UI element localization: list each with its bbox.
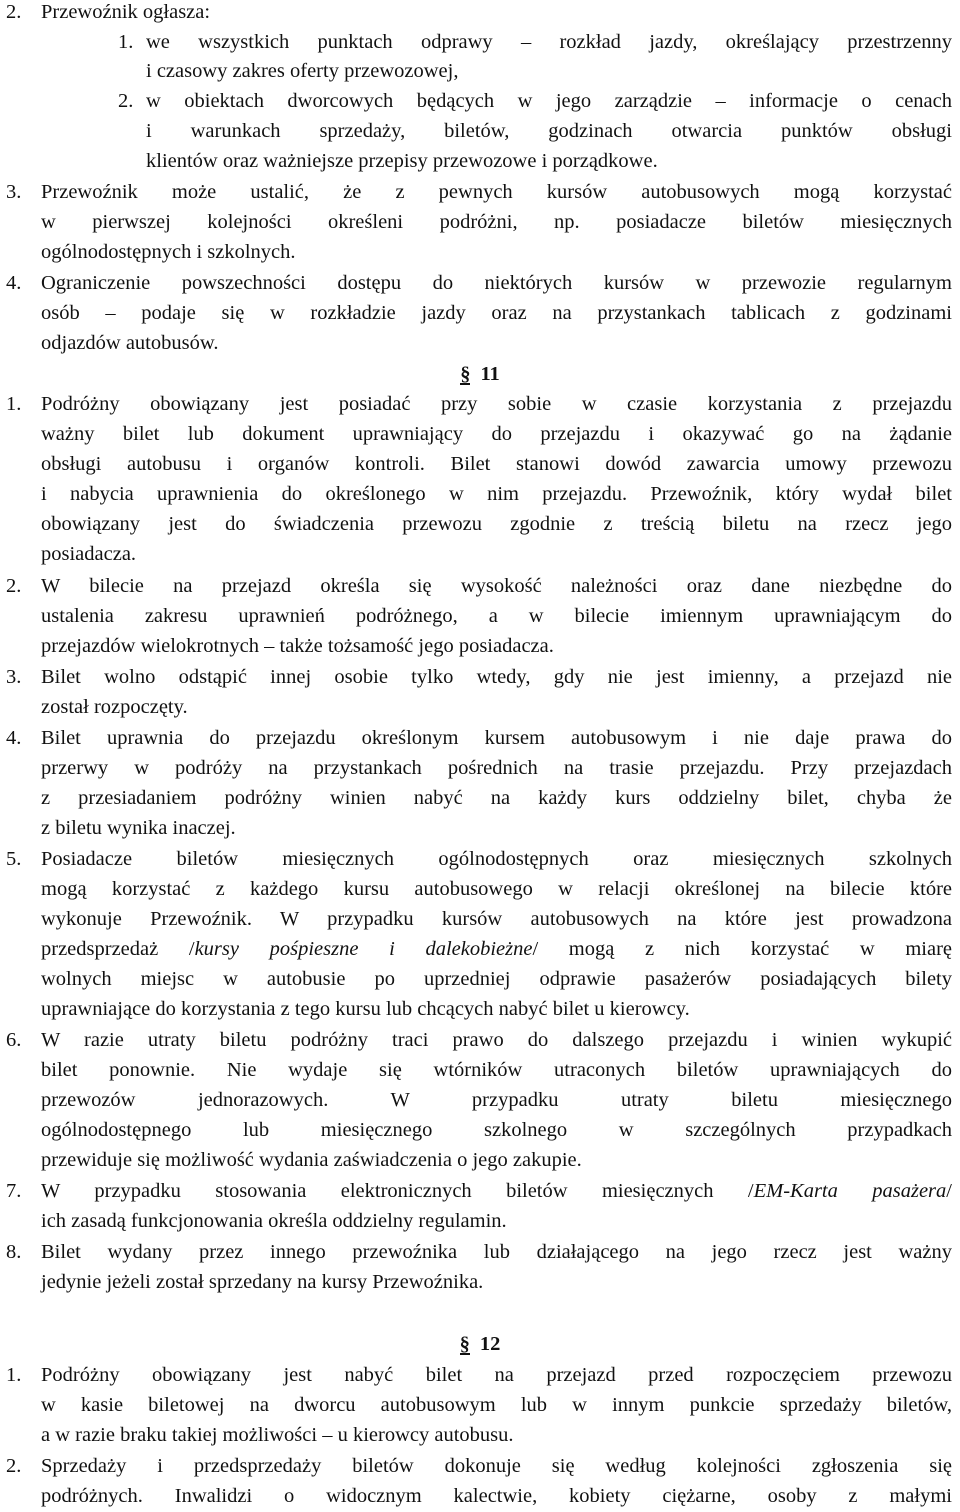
section-sign: §: [459, 1333, 470, 1355]
s11-item-5-cont: [6, 998, 952, 1020]
section-number: 12: [479, 1333, 501, 1355]
s11-item-6-cont: [6, 1059, 952, 1081]
s11-item-4-cont: [6, 817, 952, 839]
item-text: przewozów jednorazowych. W przypadku utraty biletu miesięcznego: [41, 1089, 952, 1111]
item-text: ustalenia zakresu uprawnień podróżnego, a w bilecie imiennym uprawniającym do: [41, 605, 952, 627]
sub-item-1-cont: [6, 60, 952, 82]
s12-item-2-cont: [6, 1485, 952, 1507]
item-text: osób – podaje się w rozkładzie jazdy oraz na przystankach tablicach z godzinami: [41, 302, 952, 324]
item-number: 6.: [6, 1029, 22, 1051]
item-text: Posiadacze biletów miesięcznych ogólnodostępnych oraz miesięcznych szkolnych: [41, 848, 952, 870]
item-text: jedynie jeżeli został sprzedany na kursy Przewoźnika.: [41, 1271, 484, 1293]
item-text: W razie utraty biletu podróżny traci prawo do dalszego przejazdu i winien wykupić: [41, 1029, 952, 1051]
item-4-cont: [6, 332, 952, 354]
item-number: 1.: [6, 393, 22, 415]
item-text: ogólnodostępnego lub miesięcznego szkolnego w szczególnych przypadkach: [41, 1119, 952, 1141]
item-number: 1.: [6, 1364, 22, 1386]
s11-item-1-cont: [6, 453, 952, 475]
s11-item-5-cont: [6, 878, 952, 900]
item-number: 5.: [6, 848, 22, 870]
item-number: 7.: [6, 1180, 22, 1202]
s12-item-1-cont: [6, 1424, 952, 1446]
s11-item-5-cont: [6, 938, 952, 960]
s11-item-1-cont: [6, 423, 952, 445]
sub-item-number: 1.: [118, 31, 134, 53]
s11-item-1-cont: [6, 513, 952, 535]
item-text: wolnych miejsc w autobusie po uprzedniej odprawie pasażerów posiadających bilety: [41, 968, 952, 990]
item-text: a w razie braku takiej możliwości – u kierowcy autobusu.: [41, 1424, 514, 1446]
item-text: przejazdów wielokrotnych – także tożsamość jego posiadacza.: [41, 635, 554, 657]
item-text: przerwy w podróży na przystankach pośrednich na trasie przejazdu. Przy przejazdach: [41, 757, 952, 779]
item-4: [6, 272, 952, 294]
s12-item-1-cont: [6, 1394, 952, 1416]
item-number: 2.: [6, 1, 22, 23]
item-number: 2.: [6, 1455, 22, 1477]
item-text: W bilecie na przejazd określa się wysokość należności oraz dane niezbędne do: [41, 575, 952, 597]
item-3: [6, 181, 952, 203]
item-text: Sprzedaży i przedsprzedaży biletów dokonuje się według kolejności zgłoszenia się: [41, 1455, 952, 1477]
item-text: [41, 1180, 952, 1202]
item-text: Bilet wolno odstąpić innej osobie tylko wtedy, gdy nie jest imienny, a przejazd nie: [41, 666, 952, 688]
item-text: z biletu wynika inaczej.: [41, 817, 236, 839]
s12-item-1: [6, 1364, 952, 1386]
item-text: w kasie biletowej na dworcu autobusowym lub w innym punkcie sprzedaży biletów,: [41, 1394, 952, 1416]
s11-item-4-cont: [6, 787, 952, 809]
s11-item-4: [6, 727, 952, 749]
item-text: Bilet wydany przez innego przewoźnika lub działającego na jego rzecz jest ważny: [41, 1241, 952, 1263]
item-text: posiadacza.: [41, 543, 137, 565]
section-heading-12: [0, 1333, 960, 1355]
s11-item-3-cont: [6, 696, 952, 718]
s11-item-7: [6, 1180, 952, 1202]
section-number: 11: [480, 363, 500, 385]
sub-item-text: i warunkach sprzedaży, biletów, godzinach otwarcia punktów obsługi: [146, 120, 952, 142]
s11-item-1-cont: [6, 543, 952, 565]
s11-item-5-cont: [6, 908, 952, 930]
s11-item-2: [6, 575, 952, 597]
item-number: 3.: [6, 666, 22, 688]
item-text: Ograniczenie powszechności dostępu do niektórych kursów w przewozie regularnym: [41, 272, 952, 294]
s11-item-8: [6, 1241, 952, 1263]
item-text: mogą korzystać z każdego kursu autobusowego w relacji określonej na bilecie które: [41, 878, 952, 900]
s11-item-6-cont: [6, 1119, 952, 1141]
item-text: uprawniające do korzystania z tego kursu lub chcących nabyć bilet u kierowcy.: [41, 998, 690, 1020]
section-sign: §: [460, 363, 471, 385]
s11-item-3: [6, 666, 952, 688]
item-text-emphasis: EM-Karta pasażera: [753, 1180, 947, 1202]
sub-item-number: 2.: [118, 90, 134, 112]
item-number: 8.: [6, 1241, 22, 1263]
item-text: Bilet uprawnia do przejazdu określonym kursem autobusowym i nie daje prawa do: [41, 727, 952, 749]
s11-item-6-cont: [6, 1149, 952, 1171]
item-text: i nabycia uprawnienia do określonego w nim przejazdu. Przewoźnik, który wydał bilet: [41, 483, 952, 505]
item-text: Przewoźnik ogłasza:: [41, 1, 211, 23]
item-text: [41, 938, 952, 960]
item-text: z przesiadaniem podróżny winien nabyć na każdy kurs oddzielny bilet, chyba że: [41, 787, 952, 809]
s11-item-2-cont: [6, 605, 952, 627]
item-text: odjazdów autobusów.: [41, 332, 219, 354]
item-number: 3.: [6, 181, 22, 203]
s11-item-6: [6, 1029, 952, 1051]
s11-item-5: [6, 848, 952, 870]
item-number: 4.: [6, 272, 22, 294]
item-text: wykonuje Przewoźnik. W przypadku kursów autobusowych na które jest prowadzona: [41, 908, 952, 930]
item-text: przewiduje się możliwość wydania zaświadczenia o jego zakupie.: [41, 1149, 582, 1171]
item-3-cont: [6, 211, 952, 233]
item-text: Podróżny obowiązany jest nabyć bilet na przejazd przed rozpoczęciem przewozu: [41, 1364, 952, 1386]
sub-item-2: [6, 90, 952, 112]
item-text: podróżnych. Inwalidzi o widocznym kalectwie, kobiety ciężarne, osoby z małymi: [41, 1485, 952, 1507]
s11-item-1: [6, 393, 952, 415]
item-text: Przewoźnik może ustalić, że z pewnych kursów autobusowych mogą korzystać: [41, 181, 952, 203]
sub-item-2-cont: [6, 150, 952, 172]
s11-item-6-cont: [6, 1089, 952, 1111]
item-text: ważny bilet lub dokument uprawniający do przejazdu i okazywać go na żądanie: [41, 423, 952, 445]
sub-item-text: we wszystkich punktach odprawy – rozkład jazdy, określający przestrzenny: [146, 31, 952, 53]
item-number: 4.: [6, 727, 22, 749]
sub-item-text: i czasowy zakres oferty przewozowej,: [146, 60, 459, 82]
item-text: Podróżny obowiązany jest posiadać przy sobie w czasie korzystania z przejazdu: [41, 393, 952, 415]
s11-item-5-cont: [6, 968, 952, 990]
item-2-header: [6, 1, 952, 23]
sub-item-text: w obiektach dworcowych będących w jego zarządzie – informacje o cenach: [146, 90, 952, 112]
s11-item-1-cont: [6, 483, 952, 505]
item-text: ogólnodostępnych i szkolnych.: [41, 241, 296, 263]
sub-item-2-cont: [6, 120, 952, 142]
item-text-part: przedsprzedaż /: [41, 938, 195, 960]
s11-item-4-cont: [6, 757, 952, 779]
item-text-part: / mogą z nich korzystać w miarę: [532, 938, 952, 960]
item-4-cont: [6, 302, 952, 324]
section-heading-11: [0, 363, 960, 385]
item-number: 2.: [6, 575, 22, 597]
item-3-cont: [6, 241, 952, 263]
item-text-part: W przypadku stosowania elektronicznych biletów miesięcznych /: [41, 1180, 754, 1202]
item-text-part: /: [946, 1180, 952, 1202]
item-text: ich zasadą funkcjonowania określa oddzielny regulamin.: [41, 1210, 507, 1232]
item-text: bilet ponownie. Nie wydaje się wtórników utraconych biletów uprawniających do: [41, 1059, 952, 1081]
item-text-emphasis: kursy pośpieszne i dalekobieżne: [194, 938, 533, 960]
s11-item-2-cont: [6, 635, 952, 657]
item-text: obowiązany jest do świadczenia przewozu zgodnie z treścią biletu na rzecz jego: [41, 513, 952, 535]
s11-item-8-cont: [6, 1271, 952, 1293]
sub-item-1: [6, 31, 952, 53]
item-text: został rozpoczęty.: [41, 696, 188, 718]
item-text: obsługi autobusu i organów kontroli. Bilet stanowi dowód zawarcia umowy przewozu: [41, 453, 952, 475]
s11-item-7-cont: [6, 1210, 952, 1232]
s12-item-2: [6, 1455, 952, 1477]
sub-item-text: klientów oraz ważniejsze przepisy przewozowe i porządkowe.: [146, 150, 658, 172]
item-text: w pierwszej kolejności określeni podróżni, np. posiadacze biletów miesięcznych: [41, 211, 952, 233]
